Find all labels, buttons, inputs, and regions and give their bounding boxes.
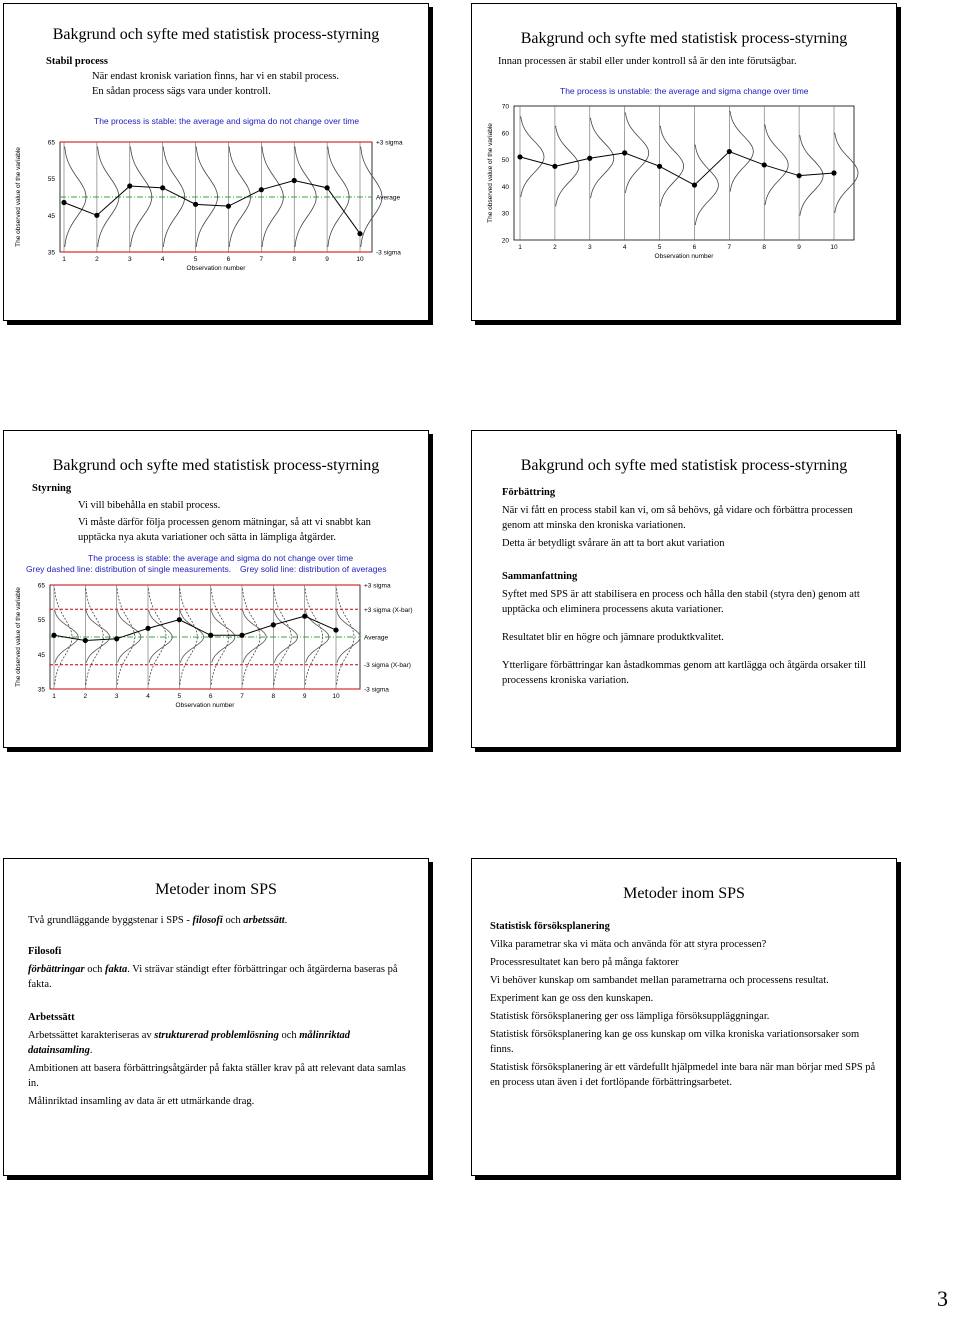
data-point xyxy=(61,200,66,205)
data-point xyxy=(208,633,213,638)
x-tick-label: 10 xyxy=(332,693,340,700)
data-point xyxy=(622,150,627,155)
body-text: Statistisk försöksplanering ger oss lämpliga försöksuppläggningar. xyxy=(490,1011,770,1022)
term: förbättringar xyxy=(28,964,85,975)
x-tick-label: 9 xyxy=(302,693,307,700)
slide-title: Bakgrund och syfte med statistisk process-styrning xyxy=(520,457,848,474)
body-text: Experiment kan ge oss den kunskapen. xyxy=(490,993,654,1004)
slide-title: Bakgrund och syfte med statistisk process-styrning xyxy=(520,30,848,47)
data-point xyxy=(145,626,150,631)
x-tick-label: 1 xyxy=(62,256,66,263)
y-tick-label: 65 xyxy=(37,582,45,590)
slide-title: Metoder inom SPS xyxy=(155,881,277,898)
x-tick-label: 6 xyxy=(692,244,697,251)
slide-metoder-forsoksplanering xyxy=(471,858,897,1176)
data-point xyxy=(587,156,592,161)
reference-line-label: Average xyxy=(364,634,389,642)
x-axis-label: Observation number xyxy=(175,702,235,709)
body-text: Statistisk försöksplanering kan ge oss kunskap om vilka kroniska variationsorsaker som finns. xyxy=(490,1029,860,1055)
term: målinriktad datainsamling xyxy=(28,1030,351,1056)
x-tick-label: 8 xyxy=(271,693,276,700)
y-tick-label: 35 xyxy=(47,249,55,257)
data-point xyxy=(239,633,244,638)
body-text: När vi fått en process stabil kan vi, om så behövs, gå vidare och förbättra processen genom att minska den kroniska variationen. xyxy=(502,505,853,531)
text: och xyxy=(225,915,241,926)
text: och xyxy=(281,1030,297,1041)
y-tick-label: 65 xyxy=(47,139,55,147)
text: Arbetssättet karakteriseras av xyxy=(28,1030,152,1041)
x-tick-label: 9 xyxy=(325,256,329,263)
x-tick-label: 9 xyxy=(797,244,801,251)
reference-line-label: -3 sigma (X-bar) xyxy=(364,662,411,670)
subheading: Arbetssätt xyxy=(28,1012,75,1023)
data-point xyxy=(325,185,330,190)
x-tick-label: 3 xyxy=(587,244,592,251)
unstable-process-chart xyxy=(484,84,884,270)
x-axis-label: Observation number xyxy=(186,265,246,272)
x-tick-label: 6 xyxy=(226,256,231,263)
page-number: 3 xyxy=(937,1286,948,1311)
data-point xyxy=(94,213,99,218)
data-point xyxy=(657,164,662,169)
body-text: Vi måste därför följa processen genom mätningar, så att vi snabbt kan upptäcka nya akuta variationer och sätta in lämpliga åtgärder. xyxy=(78,517,371,543)
y-tick-label: 55 xyxy=(37,617,45,625)
data-point xyxy=(51,633,56,638)
text: . xyxy=(89,1045,93,1056)
distribution-curve xyxy=(729,112,753,192)
data-point xyxy=(114,636,119,641)
reference-line-label: +3 sigma xyxy=(364,582,391,590)
x-tick-label: 7 xyxy=(259,256,264,263)
slide-body xyxy=(502,485,872,688)
distribution-curve xyxy=(660,126,684,206)
x-tick-label: 10 xyxy=(356,256,364,263)
y-tick-label: 40 xyxy=(501,183,509,191)
x-tick-label: 3 xyxy=(127,256,132,263)
x-tick-label: 8 xyxy=(762,244,767,251)
text: Två grundläggande byggstenar i SPS - xyxy=(28,915,190,926)
y-tick-label: 45 xyxy=(47,212,55,220)
chart-title: The process is stable: the average and sigma do not change over time xyxy=(88,553,354,563)
intro-text xyxy=(28,913,408,928)
reference-line-label: +3 sigma xyxy=(376,139,403,147)
body-text: Ambitionen att basera förbättringsåtgärder på fakta ställer krav på att relevant data samlas in. xyxy=(28,1063,406,1089)
slide-styrning xyxy=(3,430,429,748)
x-tick-label: 2 xyxy=(95,256,99,263)
x-tick-label: 4 xyxy=(146,693,150,700)
body-text: Vi behöver kunskap om sambandet mellan parametrarna och processens resultat. xyxy=(490,975,829,986)
plot-frame xyxy=(514,106,854,240)
chart-title: The process is stable: the average and sigma do not change over time xyxy=(94,116,360,126)
x-tick-label: 7 xyxy=(240,693,244,700)
y-tick-label: 70 xyxy=(501,103,509,111)
body-text: När endast kronisk variation finns, har vi en stabil process. xyxy=(92,71,339,82)
body-text: Vilka parametrar ska vi mäta och använda för att styra processen? xyxy=(490,939,767,950)
x-tick-label: 5 xyxy=(657,244,662,251)
y-axis-label: The observed value of the variable xyxy=(487,123,494,223)
slide-title: Bakgrund och syfte med statistisk process-styrning xyxy=(52,457,380,474)
slide-body xyxy=(28,913,408,1109)
distribution-curve xyxy=(625,113,649,193)
body-text: Detta är betydligt svårare än att ta bort akut variation xyxy=(502,538,725,549)
x-tick-label: 3 xyxy=(114,693,119,700)
subheading: Sammanfattning xyxy=(502,571,578,582)
x-tick-label: 8 xyxy=(292,256,297,263)
x-tick-label: 10 xyxy=(830,244,838,251)
body-text: Målinriktad insamling av data är ett utmärkande drag. xyxy=(28,1096,255,1107)
data-point xyxy=(292,178,297,183)
body-text: Syftet med SPS är att stabilisera en process och hålla den stabil (styra den) genom att upptäcka och eliminera processens akuta variationer. xyxy=(502,589,860,615)
slide-body xyxy=(490,919,882,1090)
y-tick-label: 60 xyxy=(501,130,509,138)
reference-line-label: -3 sigma xyxy=(376,249,401,257)
data-point xyxy=(797,173,802,178)
distribution-curve xyxy=(834,133,858,213)
x-tick-label: 1 xyxy=(518,244,522,251)
x-tick-label: 6 xyxy=(208,693,213,700)
text: . xyxy=(284,915,288,926)
x-axis-label: Observation number xyxy=(654,253,714,260)
distribution-curve xyxy=(764,125,788,205)
y-tick-label: 20 xyxy=(501,237,509,245)
data-point xyxy=(727,149,732,154)
chart-subtitle-right: Grey solid line: distribution of averages xyxy=(240,564,387,574)
control-chart-xbar xyxy=(6,551,426,719)
data-point xyxy=(692,182,697,187)
data-point xyxy=(517,154,522,159)
y-tick-label: 30 xyxy=(501,210,509,218)
data-point xyxy=(302,614,307,619)
series-line xyxy=(64,181,360,234)
y-tick-label: 35 xyxy=(37,686,45,694)
x-tick-label: 7 xyxy=(727,244,732,251)
y-tick-label: 55 xyxy=(47,176,55,184)
slide-stable-process xyxy=(3,3,429,321)
data-point xyxy=(127,183,132,188)
body-text: Resultatet blir en högre och jämnare produktkvalitet. xyxy=(502,632,724,643)
data-point xyxy=(831,170,836,175)
x-tick-label: 2 xyxy=(553,244,557,251)
term-arbetssatt: arbetssätt xyxy=(243,915,285,926)
data-point xyxy=(552,164,557,169)
distribution-curve xyxy=(555,126,579,206)
term: strukturerad problemlösning xyxy=(154,1030,279,1041)
body-text: Statistisk försöksplanering är ett värdefullt hjälpmedel inte bara när man börjar med SPS på en process utan även i det fortlöpande förbättringsarbetet. xyxy=(490,1062,876,1088)
data-point xyxy=(762,162,767,167)
data-point xyxy=(259,187,264,192)
x-tick-label: 5 xyxy=(177,693,182,700)
subheading: Stabil process xyxy=(46,56,108,67)
slide-forbattring xyxy=(471,430,897,748)
x-tick-label: 4 xyxy=(160,256,165,263)
data-point xyxy=(83,638,88,643)
body-text: En sådan process sägs vara under kontroll. xyxy=(92,86,271,97)
distribution-curve xyxy=(590,118,614,198)
data-point xyxy=(177,617,182,622)
data-point xyxy=(193,202,198,207)
subheading: Styrning xyxy=(32,483,72,494)
reference-line-label: Average xyxy=(376,194,401,202)
data-point xyxy=(160,185,165,190)
text: . Vi strävar ständigt efter förbättringar och åtgärderna baseras på fakta. xyxy=(28,964,398,990)
slide-title: Metoder inom SPS xyxy=(623,885,745,902)
stable-process-chart xyxy=(6,114,426,286)
subheading: Filosofi xyxy=(28,946,62,957)
body-text xyxy=(28,962,408,992)
data-point xyxy=(333,627,338,632)
reference-line-label: -3 sigma xyxy=(364,686,389,694)
y-tick-label: 45 xyxy=(37,651,45,659)
body-text: Vi vill bibehålla en stabil process. xyxy=(78,500,221,511)
subheading: Förbättring xyxy=(502,487,556,498)
data-point xyxy=(357,231,362,236)
term: fakta xyxy=(105,964,128,975)
x-tick-label: 1 xyxy=(52,693,56,700)
slide-title: Bakgrund och syfte med statistisk process-styrning xyxy=(52,26,380,43)
distribution-curve xyxy=(520,117,544,197)
chart-title: The process is unstable: the average and sigma change over time xyxy=(560,86,809,96)
y-axis-label: The observed value of the variable xyxy=(15,147,22,247)
text: och xyxy=(87,964,103,975)
x-tick-label: 2 xyxy=(83,693,88,700)
slide-unstable-process xyxy=(471,3,897,321)
body-text: Ytterligare förbättringar kan åstadkommas genom att kartlägga och åtgärda orsaker till processens kroniska variation. xyxy=(502,660,866,686)
data-point xyxy=(226,204,231,209)
distribution-curve xyxy=(694,145,718,225)
chart-subtitle-left: Grey dashed line: distribution of single measurements. xyxy=(26,564,232,574)
body-text: Processresultatet kan bero på många faktorer xyxy=(490,957,679,968)
body-text xyxy=(28,1028,408,1058)
data-point xyxy=(271,622,276,627)
subheading: Statistisk försöksplanering xyxy=(490,921,610,932)
x-tick-label: 5 xyxy=(193,256,198,263)
y-tick-label: 50 xyxy=(501,157,509,165)
reference-line-label: +3 sigma (X-bar) xyxy=(364,606,413,614)
series-line xyxy=(520,152,834,186)
term-filosofi: filosofi xyxy=(192,915,223,926)
y-axis-label: The observed value of the variable xyxy=(15,587,22,687)
body-text: Innan processen är stabil eller under kontroll så är den inte förutsägbar. xyxy=(498,56,797,67)
x-tick-label: 4 xyxy=(622,244,627,251)
slide-metoder-filosofi xyxy=(3,858,429,1176)
